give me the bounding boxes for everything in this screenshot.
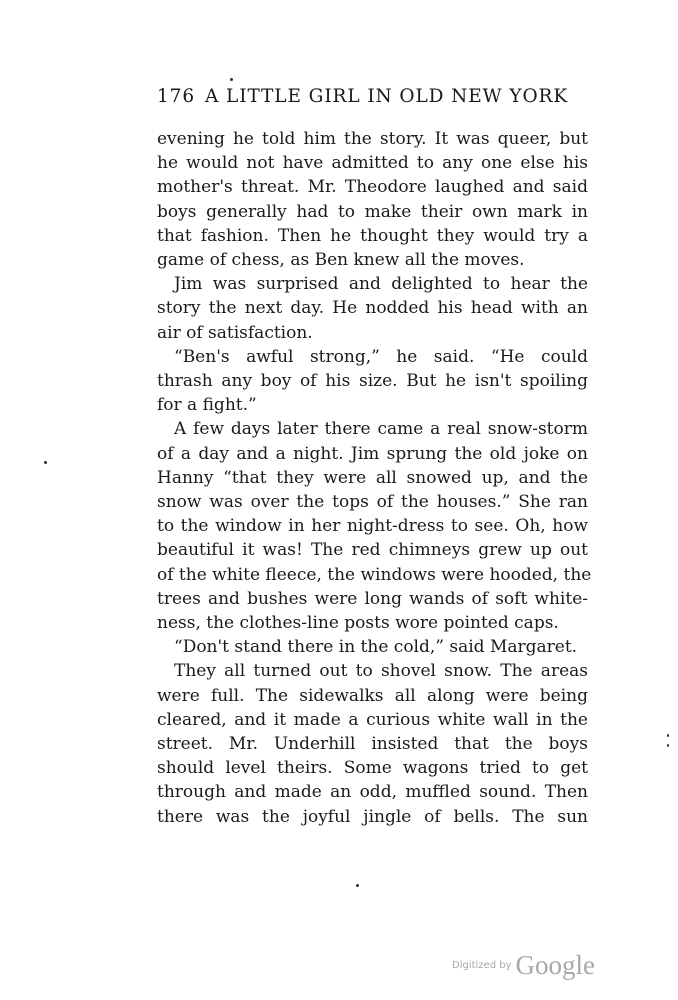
text-line: street. Mr. Underhill insisted that the boys [157,734,588,755]
text-line: to the window in her night-dress to see. Oh, how [157,516,588,537]
page-number: 176 [157,86,196,107]
text-line: that fashion. Then he thought they would try a [157,225,588,246]
digitized-watermark [452,950,595,981]
text-line: “Ben's awful strong,” he said. “He could [174,346,588,367]
text-line: trees and bushes were long wands of soft white- [157,588,588,609]
text-line: boys generally had to make their own mark in [157,201,588,222]
scan-speck [230,78,233,81]
text-line: air of satisfaction. [157,322,313,343]
text-line: were full. The sidewalks all along were being [157,685,588,706]
text-line: of the white fleece, the windows were hooded, the [157,564,592,585]
text-line: story the next day. He nodded his head with an [157,298,588,319]
text-line: thrash any boy of his size. But he isn't spoiling [157,371,588,392]
scan-speck [44,461,47,464]
text-line: “Don't stand there in the cold,” said Margaret. [174,637,578,658]
text-line: mother's threat. Mr. Theodore laughed and said [157,177,588,198]
text-line: should level theirs. Some wagons tried to get [157,758,588,779]
running-title: A LITTLE GIRL IN OLD NEW YORK [205,86,569,107]
text-line: there was the joyful jingle of bells. The sun [157,806,588,827]
text-line: of a day and a night. Jim sprung the old joke on [157,443,588,464]
text-line: They all turned out to shovel snow. The areas [174,661,588,682]
text-line: evening he told him the story. It was queer, but [157,129,588,149]
watermark-brand: Google [515,950,595,980]
text-line: Hanny “that they were all snowed up, and the [157,467,588,488]
text-line: he would not have admitted to any one else his [157,153,588,174]
scan-speck [667,734,669,737]
scan-speck [356,884,359,887]
running-head [157,86,568,107]
body-text [157,127,592,829]
text-line: Jim was surprised and delighted to hear the [174,274,588,295]
text-line: game of chess, as Ben knew all the moves. [157,250,525,271]
watermark-prefix: Digitized by [452,960,512,971]
text-line: A few days later there came a real snow-storm [174,419,588,440]
text-line: ness, the clothes-line posts wore pointed caps. [157,613,559,634]
text-line: beautiful it was! The red chimneys grew up out [157,540,588,561]
text-line: snow was over the tops of the houses.” She ran [157,492,588,513]
text-line: for a fight.” [157,395,257,416]
text-line: cleared, and it made a curious white wall in the [157,709,588,730]
text-line: through and made an odd, muffled sound. Then [157,782,588,803]
scan-speck [667,744,669,747]
